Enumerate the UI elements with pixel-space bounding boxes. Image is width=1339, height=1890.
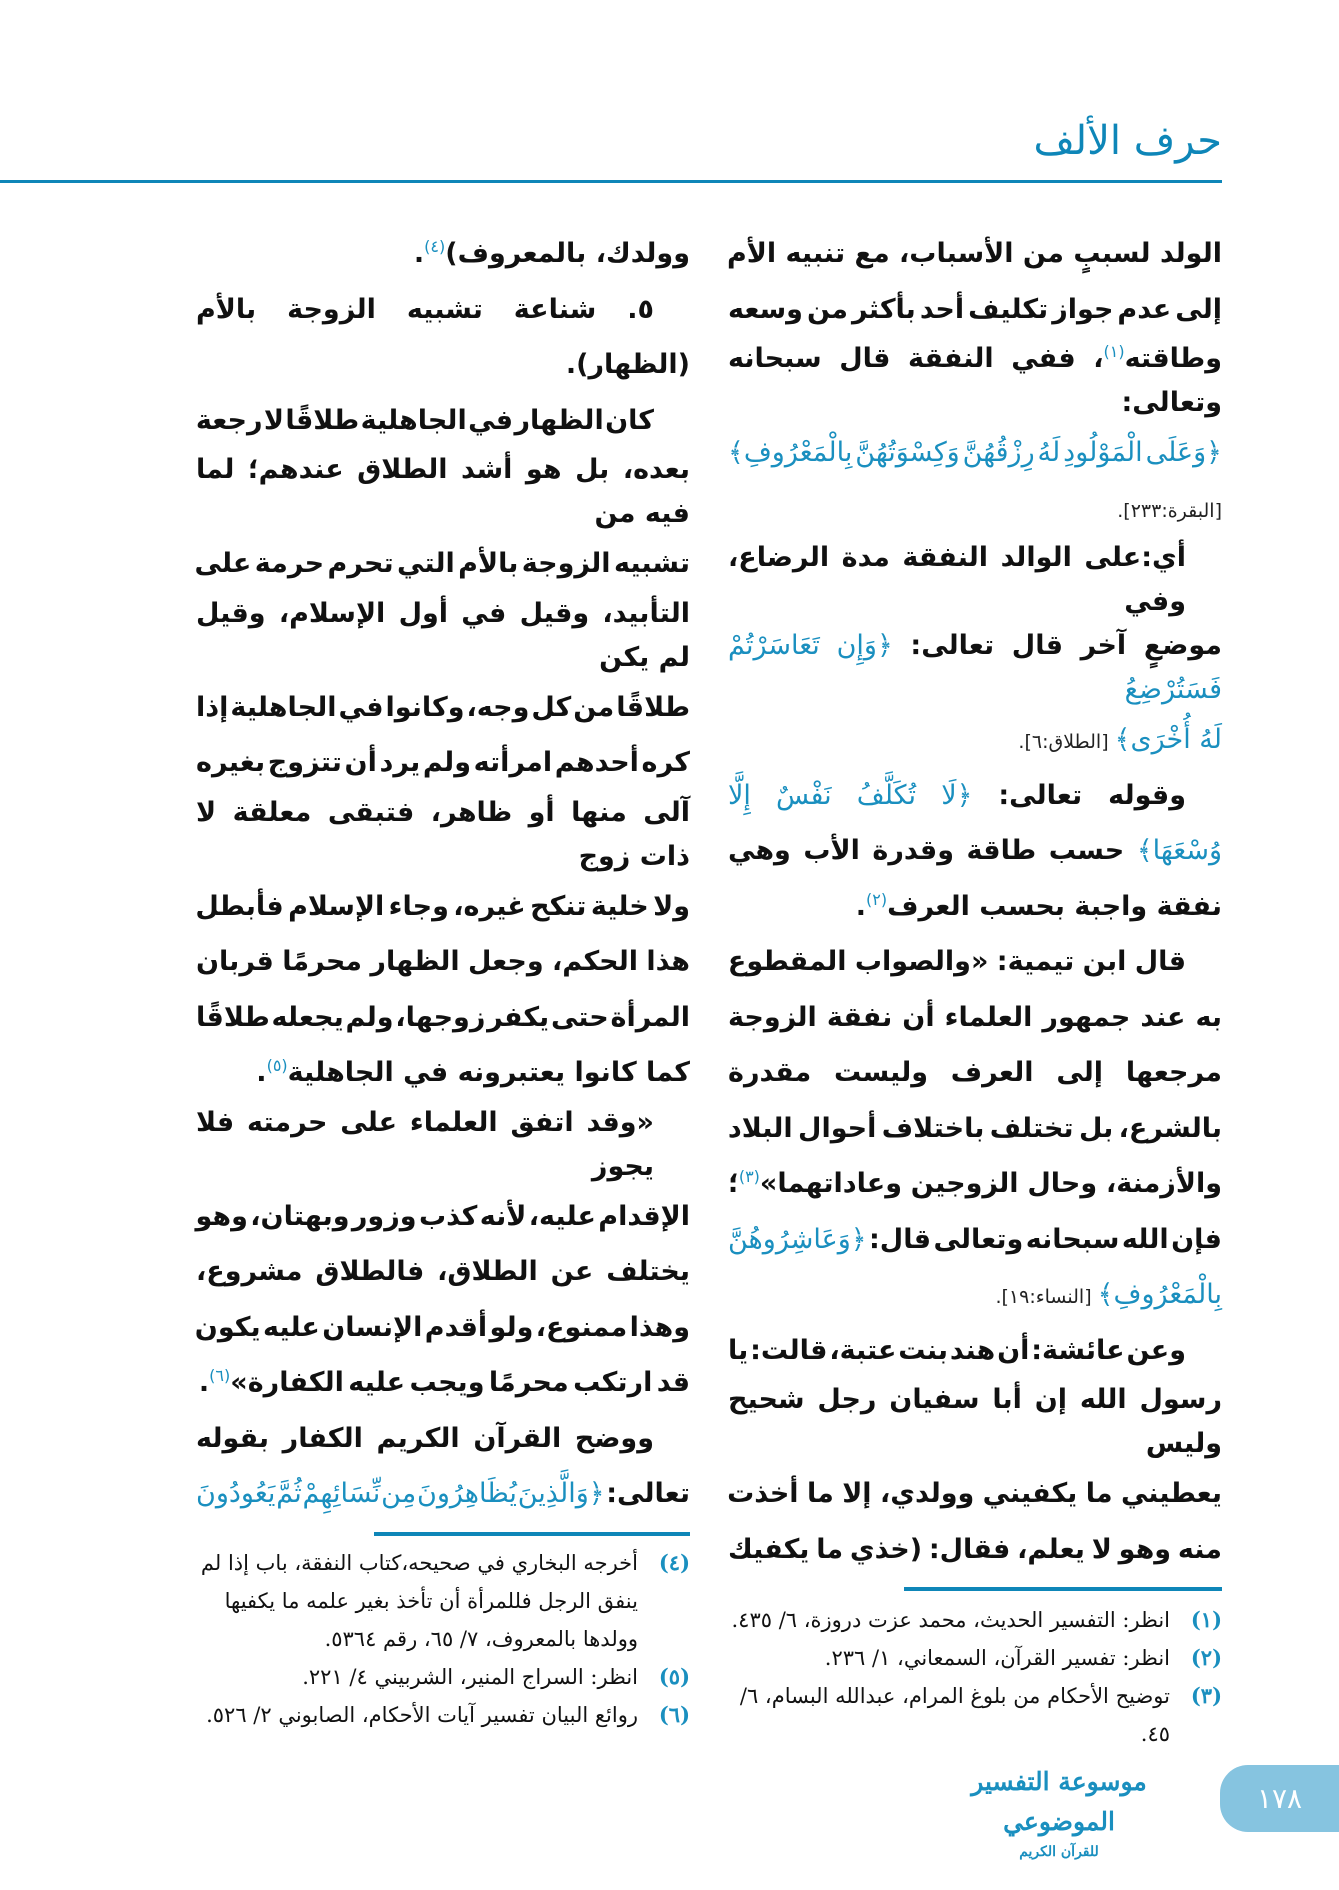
encyclopedia-logo [934, 1762, 1184, 1862]
quran-verse: وُسْعَهَا﴾ [1136, 835, 1222, 866]
text-line [728, 879, 1222, 935]
text-line [196, 393, 690, 449]
text-segment: به عند جمهور العلماء أن نفقة الزوجة [728, 1001, 1222, 1033]
text-segment: إلى عدم جواز تكليف أحد بأكثر من وسعه [728, 293, 1222, 325]
footnote [728, 1639, 1222, 1677]
footnote-text: أخرجه البخاري في صحيحه،كتاب النفقة، باب إذا لم ينفق الرجل فللمرأة أن تأخذ بغير علمه ما يكفيها وولدها بالمعروف، ٧/ ٦٥، رقم ٥٣٦٤. [200, 1551, 638, 1651]
text-line [728, 934, 1222, 990]
text-segment: (الظهار). [565, 349, 690, 380]
text-segment: حسب طاقة وقدرة الأب وهي [728, 835, 1137, 866]
quran-verse: ﴿لَا تُكَلَّفُ نَفْسٌ إِلَّا [728, 779, 973, 811]
text-line [728, 425, 1222, 481]
footnotes-right [728, 1601, 1222, 1753]
text-segment: الإقدام عليه، لأنه كذب وزور وبهتان، وهو [195, 1200, 690, 1232]
text-line [196, 337, 690, 393]
text-line [196, 934, 690, 990]
footnote [196, 1544, 690, 1658]
text-segment: هذا الحكم، وجعل الظهار محرمًا قربان [196, 946, 690, 977]
quran-verse: بِالْمَعْرُوفِ﴾ [1097, 1279, 1222, 1310]
text-segment: قد ارتكب محرمًا ويجب عليه الكفارة» [230, 1367, 690, 1398]
text-line [728, 823, 1222, 879]
footnote-number: (٥) [658, 1664, 690, 1689]
text-segment: وطاقته [1124, 343, 1222, 374]
footnote-marker[interactable]: (٤) [424, 237, 446, 256]
text-segment: كان الظهار في الجاهلية طلاقًا لا رجعة [195, 404, 654, 436]
text-line [196, 1101, 690, 1189]
text-segment: بالشرع، بل تختلف باختلاف أحوال البلاد [727, 1112, 1222, 1144]
footnote-number: (٦) [658, 1702, 690, 1727]
footnotes-left [196, 1544, 690, 1734]
logo-title: موسوعة التفسير الموضوعي [971, 1767, 1147, 1836]
text-line [196, 1355, 690, 1411]
text-line [196, 735, 690, 791]
quran-verse: لَهُ أُخْرَى﴾ [1114, 724, 1222, 755]
text-line [196, 282, 690, 338]
text-segment: نفقة واجبة بحسب العرف [887, 890, 1222, 922]
text-line [196, 791, 690, 879]
text-segment: تعالى: [604, 1478, 690, 1509]
text-segment: ، ففي النفقة قال سبحانه وتعالى: [728, 343, 1222, 418]
footnote-marker[interactable]: (١) [1103, 342, 1125, 361]
chapter-title: حرف الألف [1033, 118, 1222, 164]
quran-verse: ﴿وَعَاشِرُوهُنَّ [728, 1223, 867, 1255]
text-line [196, 448, 690, 536]
left-text-column [196, 226, 690, 1522]
text-segment: . [413, 238, 425, 269]
text-line [196, 226, 690, 282]
footnote-text: انظر: التفسير الحديث، محمد عزت دروزة، ٦/ ٤٣٥. [731, 1608, 1170, 1632]
text-line [728, 1378, 1222, 1466]
text-segment: بعده، بل هو أشد الطلاق عندهم؛ لما فيه من [196, 454, 690, 529]
text-segment: يعطيني ما يكفيني وولدي، إلا ما أخذت [727, 1478, 1222, 1509]
text-line [728, 1323, 1222, 1379]
footnote [728, 1601, 1222, 1639]
text-line [196, 1300, 690, 1356]
right-text-column [728, 226, 1222, 1577]
footnote-marker[interactable]: (٢) [865, 889, 888, 909]
text-segment: . [855, 890, 866, 922]
text-line [728, 1156, 1222, 1212]
text-line [728, 624, 1222, 712]
text-segment: منه وهو لا يعلم، فقال: (خذي ما يكفيك [728, 1533, 1222, 1565]
text-line [728, 481, 1222, 537]
text-line [728, 1045, 1222, 1101]
text-segment: وولدك، بالمعروف) [445, 238, 690, 269]
text-segment: موضعٍ آخر قال تعالى: [892, 630, 1222, 661]
footnote-marker[interactable]: (٦) [209, 1366, 231, 1385]
text-segment: المرأة حتى يكفر زوجها، ولم يجعله طلاقًا [196, 1001, 690, 1033]
text-segment: آلى منها أو ظاهر، فتبقى معلقة لا ذات زوج [196, 796, 690, 872]
quran-verse: ﴿وَالَّذِينَ يُظَاهِرُونَ مِن نِّسَائِهِمْ ثُمَّ يَعُودُونَ [196, 1478, 605, 1509]
footnote-number: (١) [1190, 1607, 1222, 1632]
text-line [728, 536, 1222, 624]
text-segment: فإن الله سبحانه وتعالى قال: [866, 1223, 1222, 1255]
text-line [728, 990, 1222, 1046]
text-line [728, 1522, 1222, 1578]
footnote-marker[interactable]: (٥) [266, 1056, 288, 1075]
text-segment: قال ابن تيمية: «والصواب المقطوع [727, 946, 1186, 977]
text-segment: . [198, 1367, 210, 1398]
text-line [728, 1212, 1222, 1268]
footnote [196, 1696, 690, 1734]
footnote-text: انظر: تفسير القرآن، السمعاني، ١/ ٢٣٦. [824, 1646, 1170, 1670]
footnote-marker[interactable]: (٣) [738, 1167, 760, 1186]
text-segment: «وقد اتفق العلماء على حرمته فلا يجوز [196, 1106, 654, 1182]
page-number-badge: ١٧٨ [1220, 1765, 1339, 1832]
text-line [728, 1466, 1222, 1522]
header-divider [0, 180, 1222, 183]
text-line [196, 879, 690, 935]
text-line [728, 1267, 1222, 1323]
text-line [196, 1045, 690, 1101]
footnote-text: توضيح الأحكام من بلوغ المرام، عبدالله البسام، ٦/ ٤٥. [739, 1684, 1170, 1746]
text-line [196, 680, 690, 736]
text-segment: تشبيه الزوجة بالأم التي تحرم حرمة على [194, 548, 690, 579]
text-segment: ؛ [728, 1168, 739, 1199]
text-segment: يختلف عن الطلاق، فالطلاق مشروع، [196, 1256, 690, 1287]
text-line [196, 990, 690, 1046]
text-segment: مرجعها إلى العرف وليست مقدرة [728, 1057, 1222, 1088]
text-segment: والأزمنة، وحال الزوجين وعاداتهما» [759, 1168, 1222, 1199]
text-line [196, 592, 690, 680]
text-line [728, 337, 1222, 425]
footnote-text: روائع البيان تفسير آيات الأحكام، الصابوني ٢/ ٥٢٦. [206, 1703, 638, 1727]
text-line [196, 1411, 690, 1467]
text-line [196, 536, 690, 592]
footnote-number: (٢) [1190, 1645, 1222, 1670]
text-segment: أي:على الوالد النفقة مدة الرضاع، وفي [728, 542, 1186, 617]
text-line [196, 1244, 690, 1300]
text-line [728, 226, 1222, 282]
text-segment: رسول الله إن أبا سفيان رجل شحيح وليس [728, 1384, 1222, 1459]
text-segment: الولد لسببٍ من الأسباب، مع تنبيه الأم [726, 238, 1222, 269]
text-segment: وعن عائشة: أن هند بنت عتبة، قالت: يا [728, 1334, 1186, 1366]
footnote-text: انظر: السراج المنير، الشربيني ٤/ ٢٢١. [302, 1665, 638, 1689]
text-line [728, 712, 1222, 768]
text-segment: كره أحدهم امرأته ولم يرد أن تتزوج بغيره [196, 747, 690, 778]
text-line [196, 1189, 690, 1245]
verse-reference: [النساء:١٩]. [995, 1286, 1098, 1308]
text-segment: وقوله تعالى: [972, 779, 1186, 811]
footnote-number: (٤) [658, 1550, 690, 1575]
text-segment: . [256, 1057, 267, 1088]
text-line [728, 282, 1222, 338]
text-line [728, 1101, 1222, 1157]
text-segment: ووضح القرآن الكريم الكفار بقوله [196, 1422, 654, 1454]
footnote-number: (٣) [1190, 1683, 1222, 1708]
footnote [196, 1658, 690, 1696]
quran-verse: ﴿وَعَلَى الْمَوْلُودِ لَهُ رِزْقُهُنَّ وَكِسْوَتُهُنَّ بِالْمَعْرُوفِ﴾ [728, 437, 1222, 468]
verse-reference: [الطلاق:٦]. [1018, 731, 1115, 753]
text-segment: طلاقًا من كل وجه، وكانوا في الجاهلية إذا [196, 691, 690, 723]
text-line [728, 768, 1222, 824]
text-segment: ولا خلية تنكح غيره، وجاء الإسلام فأبطل [195, 890, 690, 922]
text-segment: وهذا ممنوع، ولو أقدم الإنسان عليه يكون [194, 1311, 690, 1343]
text-line [196, 1466, 690, 1522]
text-segment: ٥. شناعة تشبيه الزوجة بالأم [196, 293, 654, 325]
logo-subtitle: للقرآن الكريم [1019, 1844, 1099, 1860]
footnote-separator-left [374, 1532, 690, 1536]
verse-reference: [البقرة:٢٣٣]. [1117, 499, 1222, 522]
text-segment: كما كانوا يعتبرونه في الجاهلية [287, 1057, 690, 1088]
quran-verse: ﴿وَإِن تَعَاسَرْتُمْ فَسَتُرْضِعُ [728, 630, 1222, 705]
text-segment: التأبيد، وقيل في أول الإسلام، وقيل لم يكن [196, 597, 690, 673]
footnote-separator-right [904, 1587, 1222, 1591]
footnote [728, 1677, 1222, 1753]
